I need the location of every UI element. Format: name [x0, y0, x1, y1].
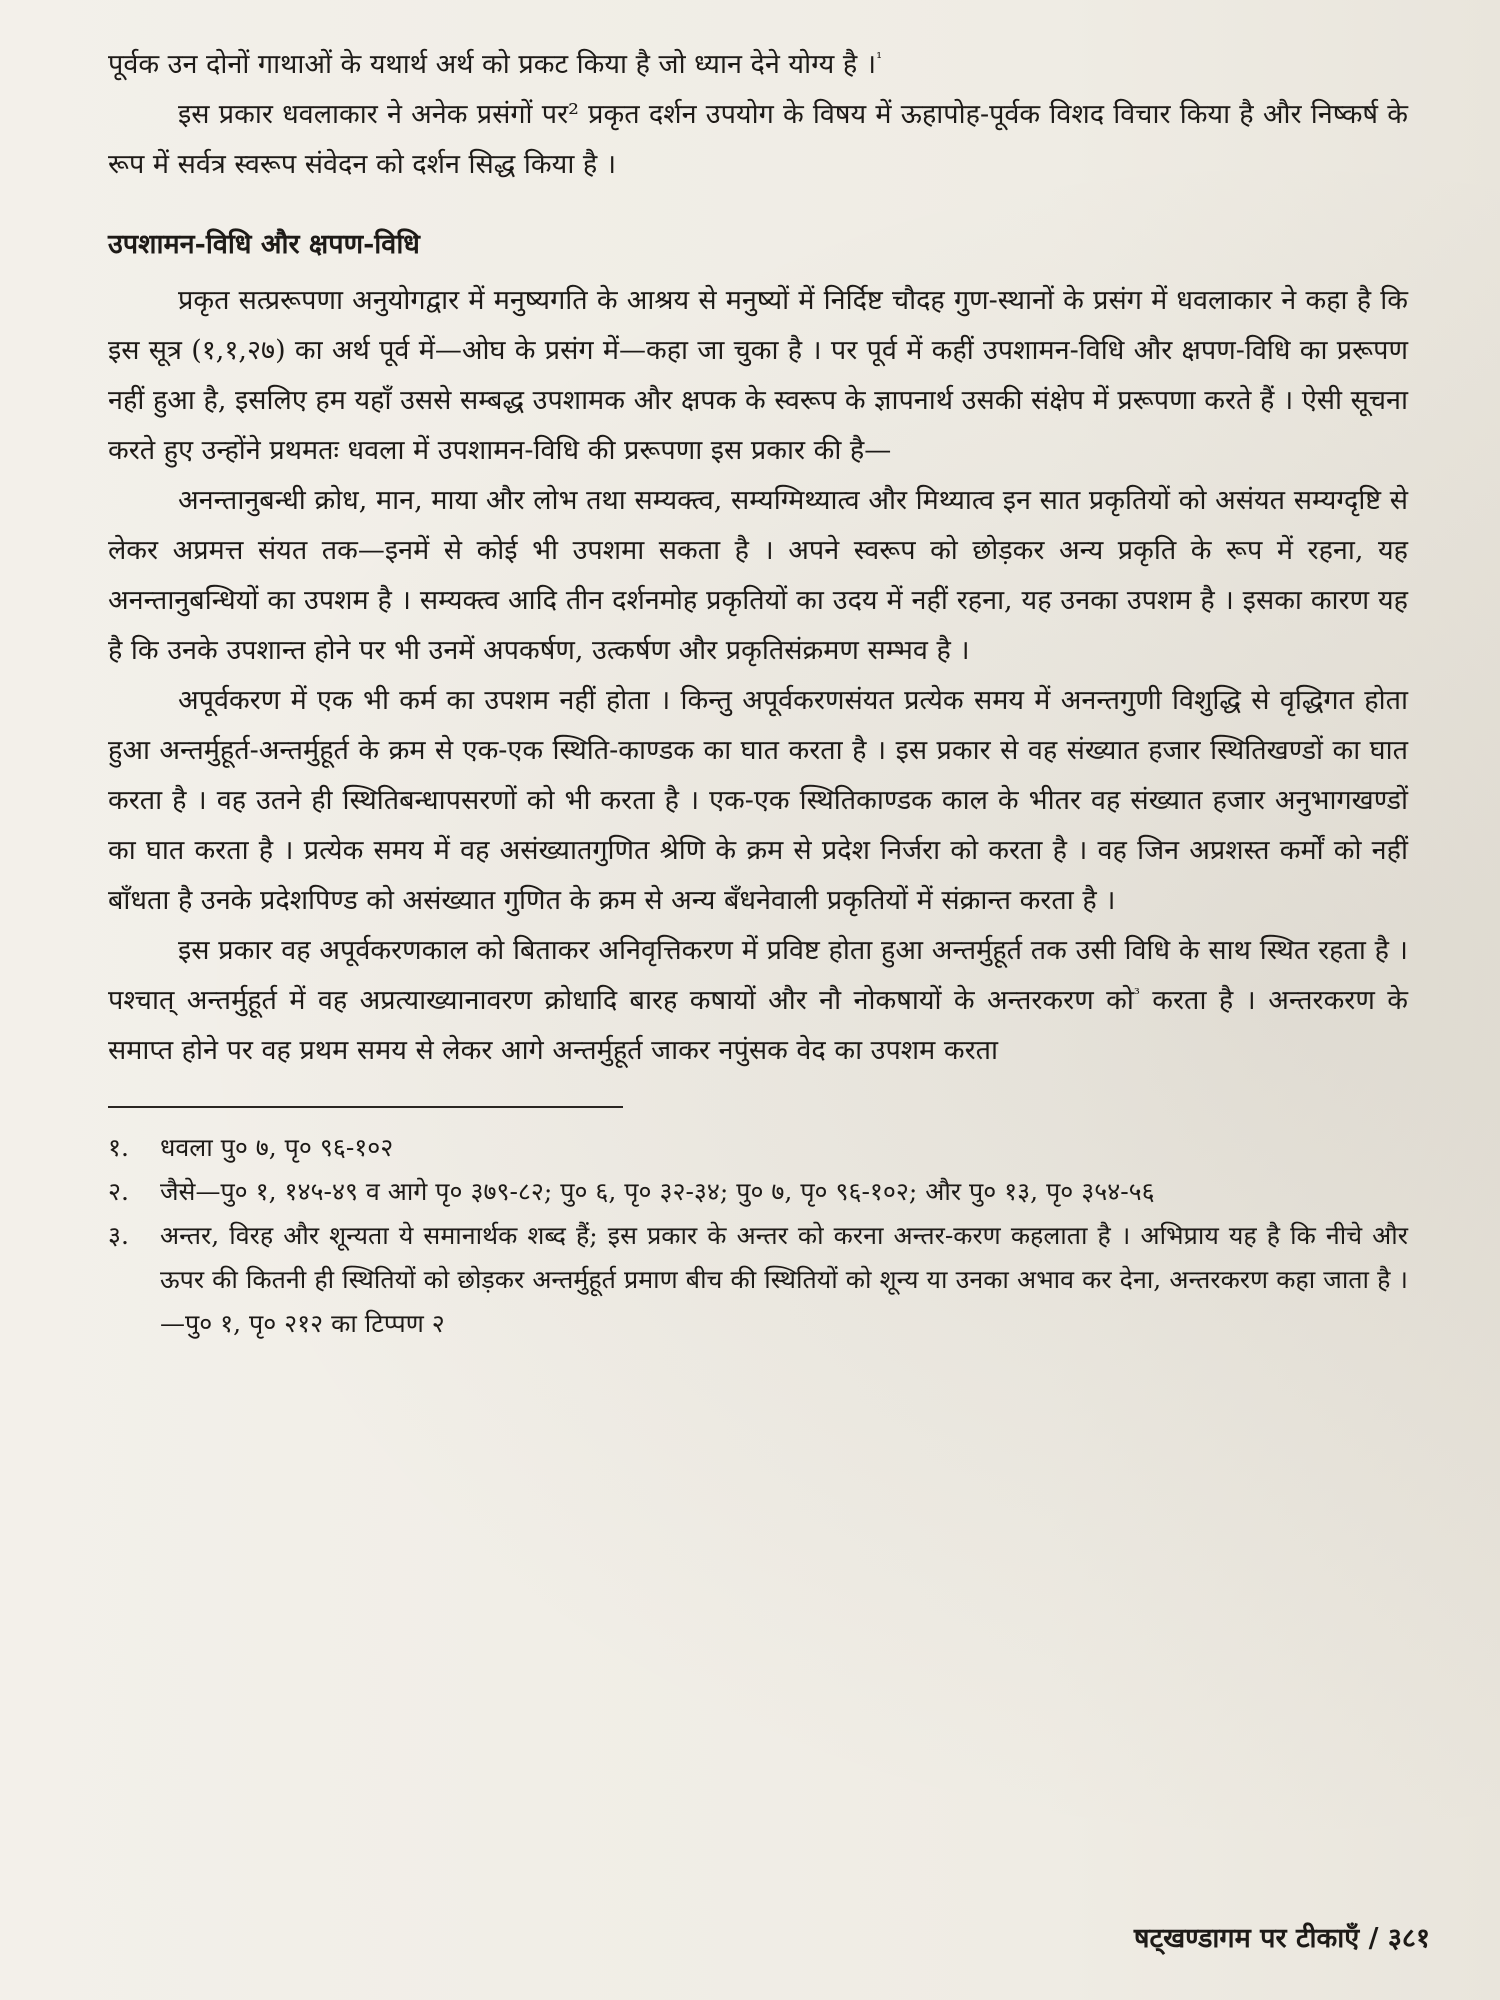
- section-heading: उपशामन-विधि और क्षपण-विधि: [108, 229, 420, 260]
- footnote-number: ३.: [108, 1221, 129, 1250]
- footnote-marker: ¹: [876, 49, 883, 67]
- footnote-text: जैसे—पु० १, १४५-४९ व आगे पृ० ३७९-८२; पु० ६, पृ० ३२-३४; पु० ७, पृ० ९६-१०२; और पु० १३, पृ० ३५४-५६: [160, 1177, 1155, 1206]
- running-footer: षट्खण्डागम पर टीकाएँ / ३८१: [1133, 1923, 1430, 1954]
- body-paragraph: अनन्तानुबन्धी क्रोध, मान, माया और लोभ तथा सम्यक्त्व, सम्यग्मिथ्यात्व और मिथ्यात्व इन सात प्रकृतियों को असंयत सम्यग्दृष्टि से लेकर अप्रमत्त संयत तक—इनमें से कोई भी उपशमा सकता है । अपने स्वरूप को छोड़कर अन्य प्रकृति के रूप में रहना, यह अनन्तानुबन्धियों का उपशम है । सम्यक्त्व आदि तीन दर्शनमोह प्रकृतियों का उदय में नहीं रहना, यह उनका उपशम है । इसका कारण यह है कि उनके उपशान्त होने पर भी उनमें अपकर्षण, उत्कर्षण और प्रकृतिसंक्रमण सम्भव है ।: [108, 485, 1408, 666]
- footnote-number: १.: [108, 1133, 129, 1162]
- footnote-text: अन्तर, विरह और शून्यता ये समानार्थक शब्द हैं; इस प्रकार के अन्तर को करना अन्तर-करण कहलाता है । अभिप्राय यह है कि नीचे और ऊपर की कितनी ही स्थितियों को छोड़कर अन्तर्मुहूर्त प्रमाण बीच की स्थितियों को शून्य या उनका अभाव कर देना, अन्तरकरण कहा जाता है ।—पु० १, पृ० २१२ का टिप्पण २: [160, 1221, 1408, 1338]
- footnote: [108, 1170, 1408, 1214]
- footnote-number: २.: [108, 1177, 129, 1206]
- body-paragraph: इस प्रकार वह अपूर्वकरणकाल को बिताकर अनिवृत्तिकरण में प्रविष्ट होता हुआ अन्तर्मुहूर्त तक उसी विधि के साथ स्थित रहता है । पश्चात् अन्तर्मुहूर्त में वह अप्रत्याख्यानावरण क्रोधादि बारह कषायों और नौ नोकषायों के अन्तरकरण को$^{^3}$ करता है । अन्तरकरण के समाप्त होने पर वह प्रथम समय से लेकर आगे अन्तर्मुहूर्त जाकर नपुंसक वेद का उपशम करता: [108, 935, 1408, 1066]
- body-paragraph: पूर्वक उन दोनों गाथाओं के यथार्थ अर्थ को प्रकट किया है जो ध्यान देने योग्य है ।$^{^1}$: [108, 49, 883, 80]
- page-body: [108, 40, 1408, 1346]
- body-paragraph: अपूर्वकरण में एक भी कर्म का उपशम नहीं होता । किन्तु अपूर्वकरणसंयत प्रत्येक समय में अनन्तगुणी विशुद्धि से वृद्धिगत होता हुआ अन्तर्मुहूर्त-अन्तर्मुहूर्त के क्रम से एक-एक स्थिति-काण्डक का घात करता है । इस प्रकार से वह संख्यात हजार स्थितिखण्डों का घात करता है । वह उतने ही स्थितिबन्धापसरणों को भी करता है । एक-एक स्थितिकाण्डक काल के भीतर वह संख्यात हजार अनुभागखण्डों का घात करता है । प्रत्येक समय में वह असंख्यातगुणित श्रेणि के क्रम से प्रदेश निर्जरा को करता है । वह जिन अप्रशस्त कर्मों को नहीं बाँधता है उनके प्रदेशपिण्ड को असंख्यात गुणित के क्रम से अन्य बँधनेवाली प्रकृतियों में संक्रान्त करता है ।: [108, 685, 1408, 916]
- footnote-text: धवला पु० ७, पृ० ९६-१०२: [160, 1133, 394, 1162]
- footnote-divider: [108, 1106, 623, 1108]
- body-paragraph: प्रकृत सत्प्ररूपणा अनुयोगद्वार में मनुष्यगति के आश्रय से मनुष्यों में निर्दिष्ट चौदह गुण-स्थानों के प्रसंग में धवलाकार ने कहा है कि इस सूत्र (१,१,२७) का अर्थ पूर्व में—ओघ के प्रसंग में—कहा जा चुका है । पर पूर्व में कहीं उपशामन-विधि और क्षपण-विधि का प्ररूपण नहीं हुआ है, इसलिए हम यहाँ उससे सम्बद्ध उपशामक और क्षपक के स्वरूप के ज्ञापनार्थ उसकी संक्षेप में प्ररूपणा करते हैं । ऐसी सूचना करते हुए उन्होंने प्रथमतः धवला में उपशामन-विधि की प्ररूपणा इस प्रकार की है—: [108, 285, 1408, 466]
- footnote-marker: ³: [1133, 985, 1140, 1003]
- footnote: [108, 1214, 1408, 1346]
- body-paragraph: इस प्रकार धवलाकार ने अनेक प्रसंगों पर² प्रकृत दर्शन उपयोग के विषय में ऊहापोह-पूर्वक विशद विचार किया है और निष्कर्ष के रूप में सर्वत्र स्वरूप संवेदन को दर्शन सिद्ध किया है ।: [108, 99, 1408, 180]
- footnote: [108, 1126, 1408, 1170]
